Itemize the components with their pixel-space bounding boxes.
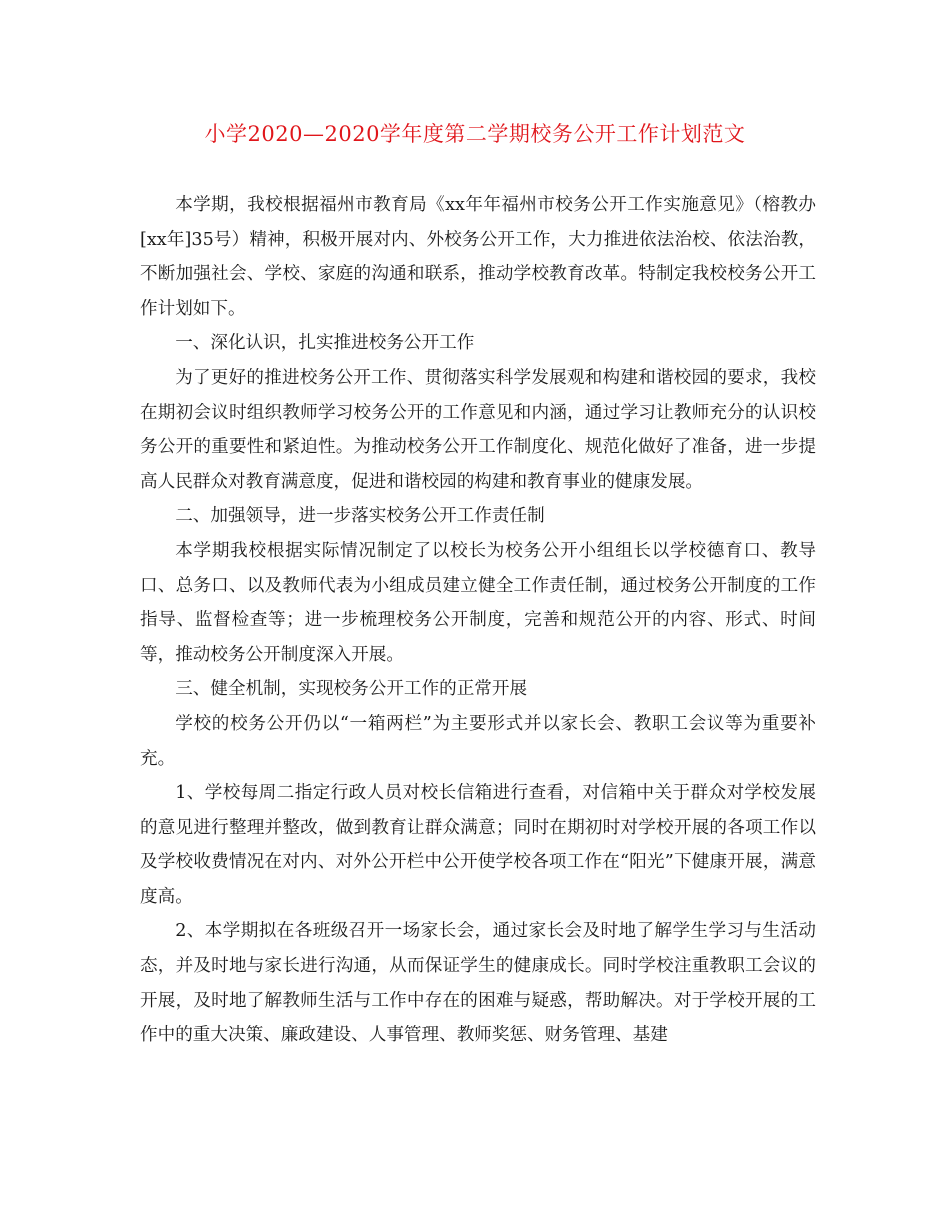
paragraph-intro: 本学期，我校根据福州市教育局《xx年年福州市校务公开工作实施意见》（榕教办[xx年]35号）精神，积极开展对内、外校务公开工作，大力推进依法治校、依法治教，不断加强社会、学校、家庭的沟通和联系，推动学校教育改革。特制定我校校务公开工作计划如下。	[140, 195, 816, 319]
paragraph-section-2: 本学期我校根据实际情况制定了以校长为校务公开小组组长以学校德育口、教导口、总务口、以及教师代表为小组成员建立健全工作责任制，通过校务公开制度的工作指导、监督检查等；进一步梳理校务公开制度，完善和规范公开的内容、形式、时间等，推动校务公开制度深入开展。	[140, 540, 816, 665]
paragraph-item-2: 2、本学期拟在各班级召开一场家长会，通过家长会及时地了解学生学习与生活动态，并及时地与家长进行沟通，从而保证学生的健康成长。同时学校注重教职工会议的开展，及时地了解教师生活与工作中存在的困难与疑惑，帮助解决。对于学校开展的工作中的重大决策、廉政建设、人事管理、教师奖惩、财务管理、基建	[140, 921, 816, 1046]
document-title: 小学2020—2020学年度第二学期校务公开工作计划范文	[204, 122, 746, 146]
document-body	[140, 188, 816, 1053]
section-heading-3: 三、健全机制，实现校务公开工作的正常开展	[175, 679, 528, 700]
section-heading-2: 二、加强领导，进一步落实校务公开工作责任制	[175, 506, 545, 527]
paragraph-section-1: 为了更好的推进校务公开工作、贯彻落实科学发展观和构建和谐校园的要求，我校在期初会议时组织教师学习校务公开的工作意见和内涵，通过学习让教师充分的认识校务公开的重要性和紧迫性。为推动校务公开工作制度化、规范化做好了准备，进一步提高人民群众对教育满意度，促进和谐校园的构建和教育事业的健康发展。	[140, 367, 816, 492]
section-heading-1: 一、深化认识，扎实推进校务公开工作	[175, 333, 475, 354]
paragraph-item-1: 1、学校每周二指定行政人员对校长信箱进行查看，对信箱中关于群众对学校发展的意见进行整理并整改，做到教育让群众满意；同时在期初时对学校开展的各项工作以及学校收费情况在对内、对外公开栏中公开使学校各项工作在“阳光”下健康开展，满意度高。	[140, 783, 816, 907]
paragraph-section-3: 学校的校务公开仍以“一箱两栏”为主要形式并以家长会、教职工会议等为重要补充。	[140, 713, 816, 769]
